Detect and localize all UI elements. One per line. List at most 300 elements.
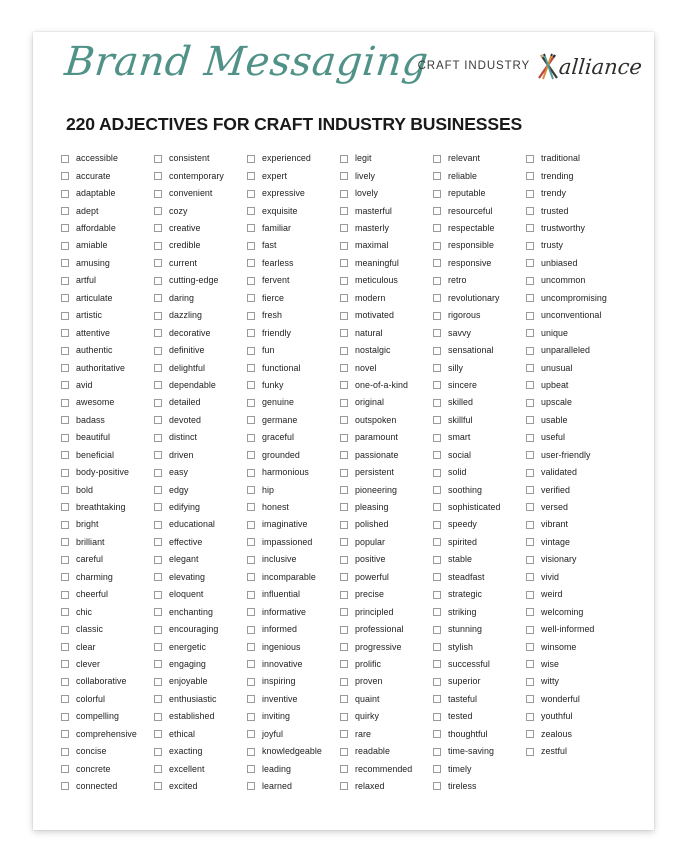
checkbox-icon[interactable] [154, 556, 162, 564]
adjective-item[interactable] [433, 220, 526, 237]
checkbox-icon[interactable] [526, 259, 534, 267]
adjective-item[interactable] [61, 708, 154, 725]
adjective-item[interactable] [340, 394, 433, 411]
adjective-item[interactable] [61, 150, 154, 167]
checkbox-icon[interactable] [340, 172, 348, 180]
adjective-item[interactable] [61, 725, 154, 742]
checkbox-icon[interactable] [340, 399, 348, 407]
checkbox-icon[interactable] [154, 660, 162, 668]
adjective-item[interactable] [526, 656, 638, 673]
checkbox-icon[interactable] [247, 347, 255, 355]
checkbox-icon[interactable] [433, 730, 441, 738]
adjective-item[interactable] [340, 569, 433, 586]
adjective-item[interactable] [340, 743, 433, 760]
checkbox-icon[interactable] [154, 765, 162, 773]
checkbox-icon[interactable] [526, 294, 534, 302]
checkbox-icon[interactable] [247, 695, 255, 703]
adjective-item[interactable] [61, 464, 154, 481]
adjective-item[interactable] [154, 638, 247, 655]
adjective-item[interactable] [247, 429, 340, 446]
checkbox-icon[interactable] [154, 242, 162, 250]
adjective-item[interactable] [247, 167, 340, 184]
checkbox-icon[interactable] [433, 155, 441, 163]
adjective-item[interactable] [526, 185, 638, 202]
adjective-item[interactable] [61, 307, 154, 324]
checkbox-icon[interactable] [340, 242, 348, 250]
adjective-item[interactable] [340, 255, 433, 272]
checkbox-icon[interactable] [247, 573, 255, 581]
checkbox-icon[interactable] [61, 765, 69, 773]
checkbox-icon[interactable] [154, 399, 162, 407]
checkbox-icon[interactable] [61, 347, 69, 355]
adjective-item[interactable] [154, 481, 247, 498]
checkbox-icon[interactable] [433, 765, 441, 773]
adjective-item[interactable] [526, 377, 638, 394]
adjective-item[interactable] [154, 725, 247, 742]
checkbox-icon[interactable] [61, 312, 69, 320]
checkbox-icon[interactable] [247, 643, 255, 651]
adjective-item[interactable] [154, 290, 247, 307]
adjective-item[interactable] [340, 272, 433, 289]
adjective-item[interactable] [61, 324, 154, 341]
adjective-item[interactable] [340, 412, 433, 429]
checkbox-icon[interactable] [61, 364, 69, 372]
checkbox-icon[interactable] [61, 329, 69, 337]
adjective-item[interactable] [61, 202, 154, 219]
adjective-item[interactable] [61, 359, 154, 376]
adjective-item[interactable] [526, 516, 638, 533]
checkbox-icon[interactable] [433, 782, 441, 790]
adjective-item[interactable] [154, 272, 247, 289]
checkbox-icon[interactable] [247, 207, 255, 215]
adjective-item[interactable] [61, 569, 154, 586]
checkbox-icon[interactable] [526, 643, 534, 651]
checkbox-icon[interactable] [247, 748, 255, 756]
checkbox-icon[interactable] [154, 782, 162, 790]
adjective-item[interactable] [61, 237, 154, 254]
checkbox-icon[interactable] [154, 277, 162, 285]
checkbox-icon[interactable] [154, 626, 162, 634]
adjective-item[interactable] [247, 185, 340, 202]
adjective-item[interactable] [526, 202, 638, 219]
checkbox-icon[interactable] [154, 190, 162, 198]
checkbox-icon[interactable] [247, 608, 255, 616]
adjective-item[interactable] [247, 377, 340, 394]
checkbox-icon[interactable] [433, 224, 441, 232]
checkbox-icon[interactable] [247, 556, 255, 564]
checkbox-icon[interactable] [61, 695, 69, 703]
adjective-item[interactable] [154, 691, 247, 708]
checkbox-icon[interactable] [340, 381, 348, 389]
checkbox-icon[interactable] [526, 242, 534, 250]
adjective-item[interactable] [433, 499, 526, 516]
adjective-item[interactable] [433, 586, 526, 603]
adjective-item[interactable] [340, 324, 433, 341]
checkbox-icon[interactable] [247, 294, 255, 302]
checkbox-icon[interactable] [61, 591, 69, 599]
checkbox-icon[interactable] [433, 381, 441, 389]
checkbox-icon[interactable] [154, 294, 162, 302]
checkbox-icon[interactable] [433, 434, 441, 442]
checkbox-icon[interactable] [526, 556, 534, 564]
checkbox-icon[interactable] [526, 748, 534, 756]
adjective-item[interactable] [526, 272, 638, 289]
adjective-item[interactable] [154, 377, 247, 394]
adjective-item[interactable] [433, 778, 526, 795]
adjective-item[interactable] [526, 638, 638, 655]
checkbox-icon[interactable] [247, 503, 255, 511]
adjective-item[interactable] [247, 237, 340, 254]
adjective-item[interactable] [340, 586, 433, 603]
adjective-item[interactable] [433, 656, 526, 673]
adjective-item[interactable] [526, 481, 638, 498]
adjective-item[interactable] [433, 150, 526, 167]
adjective-item[interactable] [247, 272, 340, 289]
checkbox-icon[interactable] [340, 695, 348, 703]
adjective-item[interactable] [433, 516, 526, 533]
checkbox-icon[interactable] [433, 608, 441, 616]
checkbox-icon[interactable] [340, 277, 348, 285]
checkbox-icon[interactable] [154, 608, 162, 616]
adjective-item[interactable] [61, 516, 154, 533]
checkbox-icon[interactable] [247, 242, 255, 250]
checkbox-icon[interactable] [433, 451, 441, 459]
adjective-item[interactable] [526, 446, 638, 463]
checkbox-icon[interactable] [340, 434, 348, 442]
checkbox-icon[interactable] [526, 277, 534, 285]
checkbox-icon[interactable] [247, 277, 255, 285]
adjective-item[interactable] [526, 324, 638, 341]
checkbox-icon[interactable] [526, 347, 534, 355]
checkbox-icon[interactable] [340, 190, 348, 198]
checkbox-icon[interactable] [433, 643, 441, 651]
checkbox-icon[interactable] [247, 190, 255, 198]
adjective-item[interactable] [340, 725, 433, 742]
checkbox-icon[interactable] [526, 364, 534, 372]
adjective-item[interactable] [247, 551, 340, 568]
checkbox-icon[interactable] [526, 416, 534, 424]
checkbox-icon[interactable] [340, 713, 348, 721]
adjective-item[interactable] [340, 534, 433, 551]
adjective-item[interactable] [61, 621, 154, 638]
checkbox-icon[interactable] [433, 573, 441, 581]
adjective-item[interactable] [340, 237, 433, 254]
checkbox-icon[interactable] [61, 713, 69, 721]
checkbox-icon[interactable] [526, 521, 534, 529]
checkbox-icon[interactable] [154, 695, 162, 703]
adjective-item[interactable] [247, 499, 340, 516]
adjective-item[interactable] [526, 708, 638, 725]
adjective-item[interactable] [340, 429, 433, 446]
adjective-item[interactable] [433, 272, 526, 289]
checkbox-icon[interactable] [340, 347, 348, 355]
adjective-item[interactable] [247, 778, 340, 795]
checkbox-icon[interactable] [526, 381, 534, 389]
checkbox-icon[interactable] [247, 155, 255, 163]
adjective-item[interactable] [154, 412, 247, 429]
checkbox-icon[interactable] [526, 660, 534, 668]
checkbox-icon[interactable] [154, 329, 162, 337]
checkbox-icon[interactable] [154, 713, 162, 721]
adjective-item[interactable] [247, 412, 340, 429]
checkbox-icon[interactable] [154, 469, 162, 477]
checkbox-icon[interactable] [154, 155, 162, 163]
adjective-item[interactable] [247, 569, 340, 586]
checkbox-icon[interactable] [526, 469, 534, 477]
adjective-item[interactable] [526, 394, 638, 411]
adjective-item[interactable] [61, 429, 154, 446]
adjective-item[interactable] [526, 603, 638, 620]
adjective-item[interactable] [154, 760, 247, 777]
checkbox-icon[interactable] [526, 591, 534, 599]
checkbox-icon[interactable] [433, 678, 441, 686]
adjective-item[interactable] [247, 202, 340, 219]
checkbox-icon[interactable] [154, 172, 162, 180]
adjective-item[interactable] [61, 272, 154, 289]
checkbox-icon[interactable] [433, 416, 441, 424]
adjective-item[interactable] [340, 202, 433, 219]
checkbox-icon[interactable] [154, 748, 162, 756]
checkbox-icon[interactable] [61, 730, 69, 738]
checkbox-icon[interactable] [61, 608, 69, 616]
checkbox-icon[interactable] [340, 294, 348, 302]
adjective-item[interactable] [247, 760, 340, 777]
checkbox-icon[interactable] [247, 312, 255, 320]
adjective-item[interactable] [433, 446, 526, 463]
adjective-item[interactable] [61, 342, 154, 359]
adjective-item[interactable] [154, 534, 247, 551]
checkbox-icon[interactable] [340, 626, 348, 634]
adjective-item[interactable] [526, 673, 638, 690]
adjective-item[interactable] [433, 743, 526, 760]
checkbox-icon[interactable] [247, 538, 255, 546]
adjective-item[interactable] [61, 481, 154, 498]
checkbox-icon[interactable] [526, 608, 534, 616]
checkbox-icon[interactable] [433, 277, 441, 285]
checkbox-icon[interactable] [526, 329, 534, 337]
adjective-item[interactable] [526, 255, 638, 272]
adjective-item[interactable] [340, 446, 433, 463]
checkbox-icon[interactable] [526, 538, 534, 546]
checkbox-icon[interactable] [340, 451, 348, 459]
adjective-item[interactable] [154, 394, 247, 411]
checkbox-icon[interactable] [526, 573, 534, 581]
adjective-item[interactable] [433, 534, 526, 551]
adjective-item[interactable] [433, 621, 526, 638]
adjective-item[interactable] [154, 307, 247, 324]
checkbox-icon[interactable] [61, 155, 69, 163]
adjective-item[interactable] [340, 307, 433, 324]
checkbox-icon[interactable] [526, 730, 534, 738]
adjective-item[interactable] [340, 481, 433, 498]
adjective-item[interactable] [247, 446, 340, 463]
adjective-item[interactable] [526, 464, 638, 481]
checkbox-icon[interactable] [526, 713, 534, 721]
checkbox-icon[interactable] [340, 608, 348, 616]
checkbox-icon[interactable] [340, 678, 348, 686]
adjective-item[interactable] [154, 150, 247, 167]
checkbox-icon[interactable] [433, 190, 441, 198]
adjective-item[interactable] [247, 725, 340, 742]
adjective-item[interactable] [433, 551, 526, 568]
checkbox-icon[interactable] [61, 503, 69, 511]
checkbox-icon[interactable] [340, 469, 348, 477]
adjective-item[interactable] [526, 429, 638, 446]
adjective-item[interactable] [433, 412, 526, 429]
checkbox-icon[interactable] [247, 381, 255, 389]
adjective-item[interactable] [433, 603, 526, 620]
checkbox-icon[interactable] [433, 660, 441, 668]
checkbox-icon[interactable] [433, 347, 441, 355]
adjective-item[interactable] [247, 464, 340, 481]
adjective-item[interactable] [61, 743, 154, 760]
adjective-item[interactable] [61, 446, 154, 463]
checkbox-icon[interactable] [433, 556, 441, 564]
adjective-item[interactable] [61, 534, 154, 551]
adjective-item[interactable] [433, 167, 526, 184]
adjective-item[interactable] [433, 708, 526, 725]
checkbox-icon[interactable] [247, 782, 255, 790]
checkbox-icon[interactable] [61, 782, 69, 790]
checkbox-icon[interactable] [247, 713, 255, 721]
adjective-item[interactable] [154, 708, 247, 725]
adjective-item[interactable] [154, 778, 247, 795]
checkbox-icon[interactable] [247, 521, 255, 529]
checkbox-icon[interactable] [340, 748, 348, 756]
checkbox-icon[interactable] [247, 591, 255, 599]
adjective-item[interactable] [247, 586, 340, 603]
adjective-item[interactable] [61, 185, 154, 202]
checkbox-icon[interactable] [433, 626, 441, 634]
checkbox-icon[interactable] [61, 224, 69, 232]
adjective-item[interactable] [526, 691, 638, 708]
checkbox-icon[interactable] [340, 521, 348, 529]
adjective-item[interactable] [247, 220, 340, 237]
adjective-item[interactable] [433, 237, 526, 254]
adjective-item[interactable] [61, 377, 154, 394]
checkbox-icon[interactable] [340, 591, 348, 599]
adjective-item[interactable] [340, 464, 433, 481]
checkbox-icon[interactable] [61, 678, 69, 686]
checkbox-icon[interactable] [340, 503, 348, 511]
checkbox-icon[interactable] [61, 294, 69, 302]
checkbox-icon[interactable] [433, 521, 441, 529]
adjective-item[interactable] [154, 185, 247, 202]
checkbox-icon[interactable] [247, 434, 255, 442]
checkbox-icon[interactable] [154, 451, 162, 459]
adjective-item[interactable] [154, 237, 247, 254]
adjective-item[interactable] [61, 673, 154, 690]
adjective-item[interactable] [340, 708, 433, 725]
adjective-item[interactable] [154, 202, 247, 219]
adjective-item[interactable] [433, 725, 526, 742]
adjective-item[interactable] [154, 586, 247, 603]
checkbox-icon[interactable] [340, 730, 348, 738]
checkbox-icon[interactable] [340, 329, 348, 337]
checkbox-icon[interactable] [247, 678, 255, 686]
checkbox-icon[interactable] [61, 486, 69, 494]
adjective-item[interactable] [433, 290, 526, 307]
checkbox-icon[interactable] [526, 451, 534, 459]
adjective-item[interactable] [340, 359, 433, 376]
adjective-item[interactable] [247, 656, 340, 673]
adjective-item[interactable] [247, 150, 340, 167]
checkbox-icon[interactable] [340, 224, 348, 232]
checkbox-icon[interactable] [154, 381, 162, 389]
checkbox-icon[interactable] [247, 224, 255, 232]
adjective-item[interactable] [61, 760, 154, 777]
adjective-item[interactable] [526, 359, 638, 376]
checkbox-icon[interactable] [61, 416, 69, 424]
adjective-item[interactable] [526, 290, 638, 307]
adjective-item[interactable] [247, 307, 340, 324]
checkbox-icon[interactable] [526, 312, 534, 320]
adjective-item[interactable] [247, 290, 340, 307]
checkbox-icon[interactable] [526, 172, 534, 180]
checkbox-icon[interactable] [247, 469, 255, 477]
checkbox-icon[interactable] [526, 486, 534, 494]
checkbox-icon[interactable] [154, 591, 162, 599]
checkbox-icon[interactable] [154, 416, 162, 424]
checkbox-icon[interactable] [154, 434, 162, 442]
checkbox-icon[interactable] [340, 259, 348, 267]
checkbox-icon[interactable] [61, 469, 69, 477]
adjective-item[interactable] [433, 673, 526, 690]
checkbox-icon[interactable] [154, 312, 162, 320]
checkbox-icon[interactable] [61, 399, 69, 407]
checkbox-icon[interactable] [61, 626, 69, 634]
adjective-item[interactable] [340, 621, 433, 638]
adjective-item[interactable] [340, 673, 433, 690]
adjective-item[interactable] [433, 377, 526, 394]
adjective-item[interactable] [340, 551, 433, 568]
adjective-item[interactable] [433, 394, 526, 411]
checkbox-icon[interactable] [247, 399, 255, 407]
adjective-item[interactable] [526, 534, 638, 551]
checkbox-icon[interactable] [61, 190, 69, 198]
adjective-item[interactable] [340, 691, 433, 708]
checkbox-icon[interactable] [433, 242, 441, 250]
adjective-item[interactable] [154, 255, 247, 272]
adjective-item[interactable] [340, 185, 433, 202]
checkbox-icon[interactable] [340, 765, 348, 773]
checkbox-icon[interactable] [154, 573, 162, 581]
checkbox-icon[interactable] [61, 242, 69, 250]
checkbox-icon[interactable] [154, 730, 162, 738]
checkbox-icon[interactable] [433, 259, 441, 267]
checkbox-icon[interactable] [340, 643, 348, 651]
adjective-item[interactable] [526, 220, 638, 237]
checkbox-icon[interactable] [340, 155, 348, 163]
adjective-item[interactable] [433, 185, 526, 202]
checkbox-icon[interactable] [433, 172, 441, 180]
adjective-item[interactable] [247, 359, 340, 376]
adjective-item[interactable] [247, 603, 340, 620]
checkbox-icon[interactable] [433, 399, 441, 407]
checkbox-icon[interactable] [154, 224, 162, 232]
adjective-item[interactable] [526, 307, 638, 324]
adjective-item[interactable] [247, 673, 340, 690]
adjective-item[interactable] [247, 481, 340, 498]
checkbox-icon[interactable] [247, 451, 255, 459]
adjective-item[interactable] [61, 586, 154, 603]
checkbox-icon[interactable] [154, 364, 162, 372]
checkbox-icon[interactable] [154, 538, 162, 546]
checkbox-icon[interactable] [247, 486, 255, 494]
adjective-item[interactable] [247, 621, 340, 638]
adjective-item[interactable] [154, 359, 247, 376]
adjective-item[interactable] [247, 638, 340, 655]
